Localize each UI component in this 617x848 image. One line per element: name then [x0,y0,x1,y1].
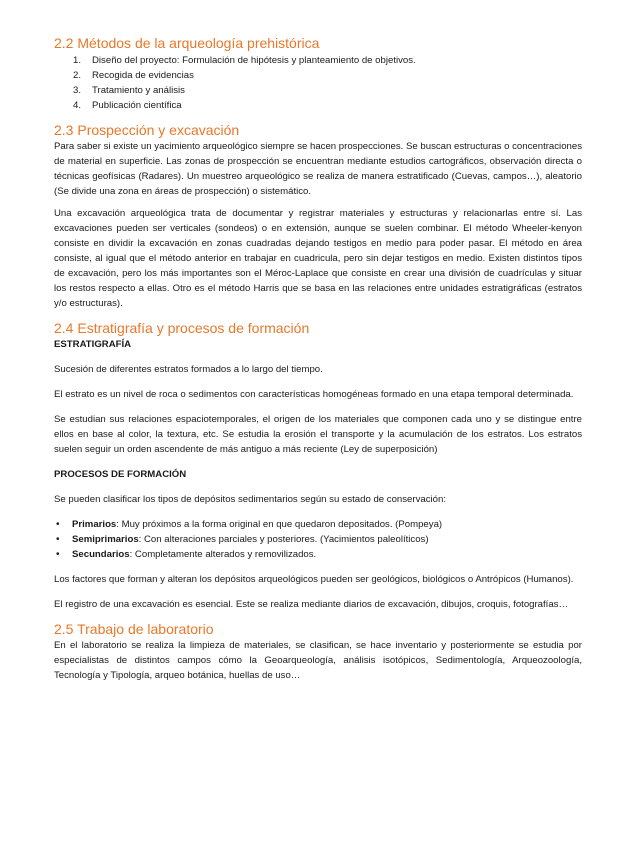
paragraph: En el laboratorio se realiza la limpieza de materiales, se clasifican, se hace inventario y posteriormente se estudia por especialistas de distintos campos cómo la Geoarqueología, análisis isotópicos, Sedimentología, Arqueozoología, Tecnología y Tipología, arqueo botánica, huellas de uso… [54,640,582,681]
paragraph: Se estudian sus relaciones espaciotemporales, el origen de los materiales que componen cada uno y se distingue entre ellos en base al color, la textura, etc. Se estudia la erosión el transporte y la acumulación de los estratos. Los estratos suelen seguir un orden ascendente de más antiguo a más reciente (Ley de superposición) [54,414,582,455]
list-item: • Secundarios: Completamente alterados y removilizados. [54,547,582,562]
subheading-procesos: PROCESOS DE FORMACIÓN [54,469,187,480]
paragraph: El estrato es un nivel de roca o sedimentos con características homogéneas formado en una etapa temporal determinada. [54,389,574,400]
document-page [54,34,582,683]
methods-list [54,53,582,113]
list-item: 4. Publicación científica [73,100,182,111]
paragraph: Para saber si existe un yacimiento arqueológico siempre se hacen prospecciones. Se buscan estructuras o concentraciones de material en superficie. Las zonas de prospección se encuentran mediante estudios cartográficos, observación directa o técnicas geofísicas (Radares). Un muestreo arqueológico se realiza de manera estratificado (Cuevas, campos…), aleatorio (Se divide una zona en áreas de prospección) o sistemático. [54,141,582,197]
section-2-5-heading: 2.5 Trabajo de laboratorio [54,621,214,637]
paragraph: Una excavación arqueológica trata de documentar y registrar materiales y estructuras y relacionarlas entre sí. Las excavaciones pueden ser verticales (sondeos) o en extensión, aunque se suelen combinar. El método Wheeler-kenyon consiste en dividir la excavación en zonas cuadradas dejando testigos en medio para poder pasar. El método en área consiste, al igual que el método anterior en trabajar en cuadricula, pero sin dejar testigos en medio. Existen distintos tipos de excavación, pero los más importantes son el Méroc-Laplace que consiste en crear una división de cuadrículas y situar los restos respecto a ellas. Otro es el método Harris que se basa en las relaciones entre unidades estratigráficas (estratos y/o estructuras). [54,208,582,309]
list-item: 2. Recogida de evidencias [73,70,194,81]
paragraph: El registro de una excavación es esencial. Este se realiza mediante diarios de excavación, dibujos, croquis, fotografías… [54,599,569,610]
section-2-3-heading: 2.3 Prospección y excavación [54,122,240,138]
deposit-types-list [54,517,582,562]
paragraph: Los factores que forman y alteran los depósitos arqueológicos pueden ser geológicos, biológicos o Antrópicos (Humanos). [54,574,574,585]
list-item: 1. Diseño del proyecto: Formulación de hipótesis y planteamiento de objetivos. [73,55,416,66]
section-2-2-heading: 2.2 Métodos de la arqueología prehistórica [54,35,320,51]
section-2-4-heading: 2.4 Estratigrafía y procesos de formación [54,320,310,336]
paragraph: Se pueden clasificar los tipos de depósitos sedimentarios según su estado de conservación: [54,494,446,505]
list-item: 3. Tratamiento y análisis [73,85,185,96]
list-item: • Primarios: Muy próximos a la forma original en que quedaron depositados. (Pompeya) [54,517,582,532]
subheading-estratigrafia: ESTRATIGRAFÍA [54,339,132,350]
paragraph: Sucesión de diferentes estratos formados a lo largo del tiempo. [54,364,323,375]
list-item: • Semiprimarios: Con alteraciones parciales y posteriores. (Yacimientos paleolíticos) [54,532,582,547]
